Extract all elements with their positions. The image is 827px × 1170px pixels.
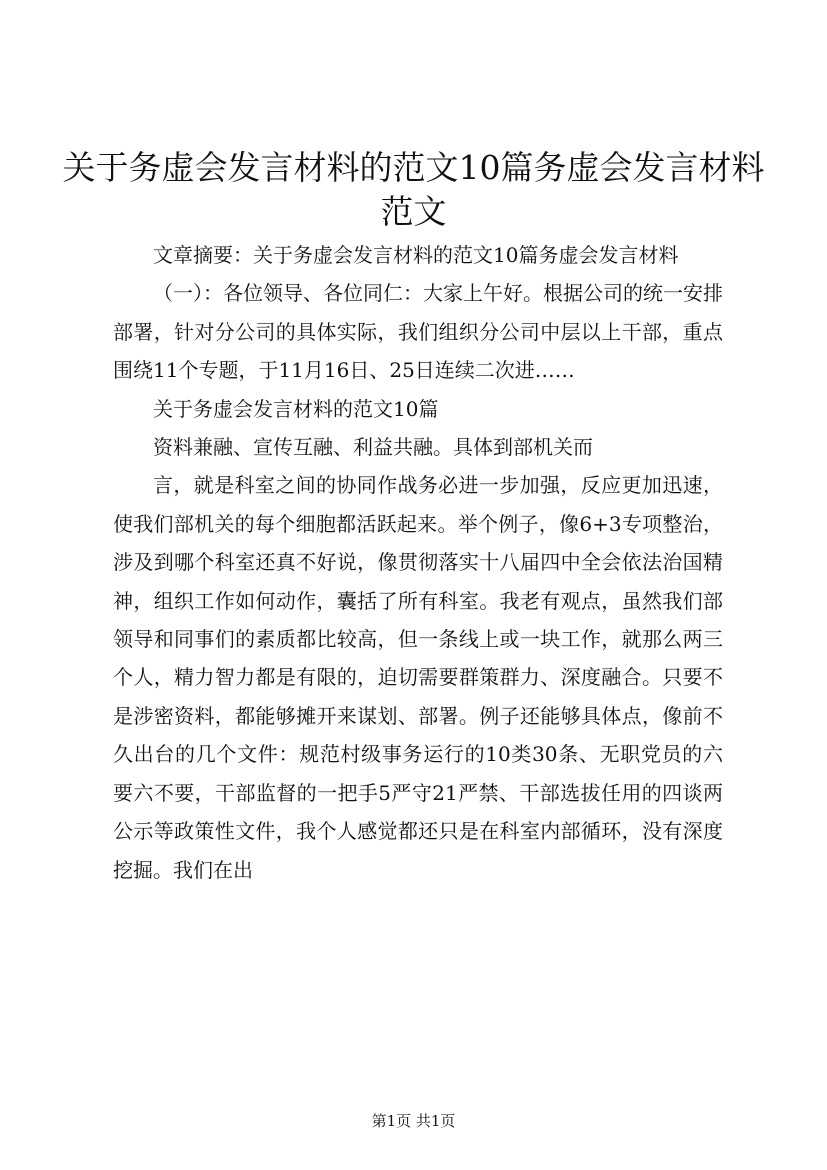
document-body xyxy=(113,236,723,889)
abstract-paragraph: 文章摘要：关于务虚会发言材料的范文10篇务虚会发言材料 xyxy=(153,243,679,267)
page-footer: 第1页 共1页 xyxy=(371,1112,456,1130)
section-heading: 关于务虚会发言材料的范文10篇 xyxy=(153,396,439,421)
body-paragraph: 资料兼融、宣传互融、利益共融。具体到部机关而 xyxy=(153,435,593,460)
body-paragraph: （一）：各位领导、各位同仁：大家上午好。根据公司的统一安排部署，针对分公司的具体实际，我们组织分公司中层以上干部，重点围绕11个专题，于11月16日、25日连续二次进…… xyxy=(113,281,723,383)
body-paragraph: 言，就是科室之间的协同作战务必进一步加强，反应更加迅速，使我们部机关的每个细胞都活跃起来。举个例子，像6+3专项整治，涉及到哪个科室还真不好说，像贯彻落实十八届四中全会依法治国精神，组织工作如何动作，囊括了所有科室。我老有观点，虽然我们部领导和同事们的素质都比较高，但一条线上或一块工作，就那么两三个人，精力智力都是有限的，迫切需要群策群力、深度融合。只要不是涉密资料，都能够摊开来谋划、部署。例子还能够具体点，像前不久出台的几个文件：规范村级事务运行的10类30条、无职党员的六要六不要，干部监督的一把手5严守21严禁、干部选拔任用的四谈两公示等政策性文件，我个人感觉都还只是在科室内部循环，没有深度挖掘。我们在出 xyxy=(113,473,723,882)
document-title: 关于务虚会发言材料的范文10篇务虚会发言材料范文 xyxy=(62,148,765,231)
